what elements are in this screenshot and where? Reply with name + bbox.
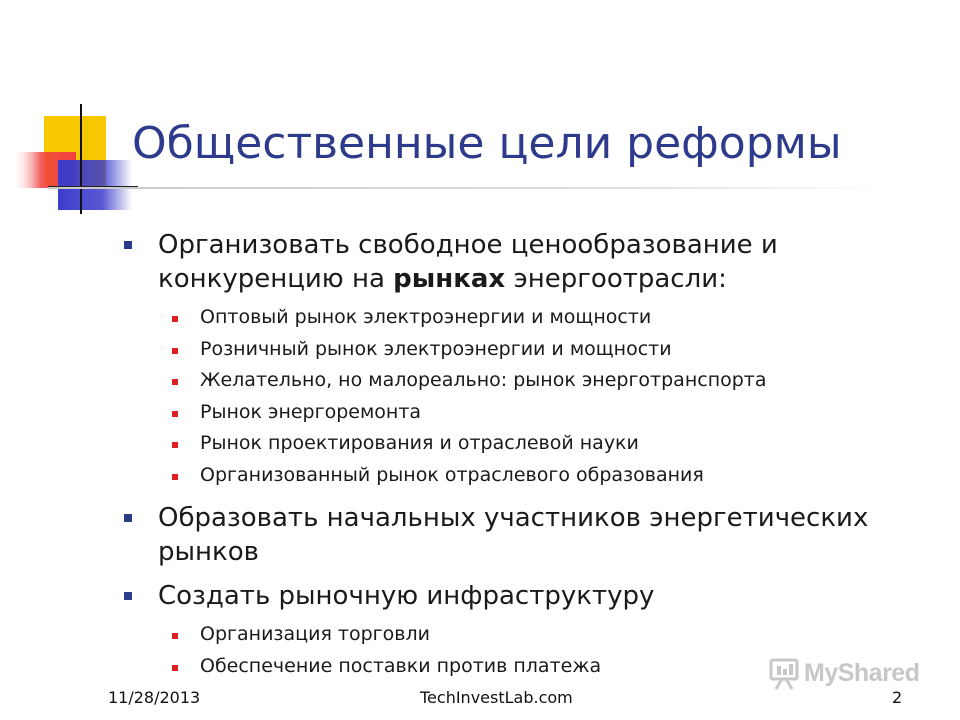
subitem-1-4: Рынок энергоремонта xyxy=(120,397,920,429)
bullet-1-text-bold: рынках xyxy=(393,264,506,294)
subitem-1-3: Желательно, но малореально: рынок энерготранспорта xyxy=(120,365,920,397)
subitem-1-6: Организованный рынок отраслевого образования xyxy=(120,460,920,492)
bullet-item-1 xyxy=(120,228,920,296)
sub-bullet-icon xyxy=(172,379,178,385)
bullet-list xyxy=(120,228,920,682)
sub-bullet-icon xyxy=(172,316,178,322)
subitem-1-1: Оптовый рынок электроэнергии и мощности xyxy=(120,302,920,334)
subitem-3-2: Обеспечение поставки против платежа xyxy=(120,651,920,683)
myshared-watermark xyxy=(768,655,928,695)
subitem-1-2: Розничный рынок электроэнергии и мощности xyxy=(120,334,920,366)
subitem-1-5: Рынок проектирования и отраслевой науки xyxy=(120,428,920,460)
sub-bullet-icon xyxy=(172,474,178,480)
bullet-1-text-start: Организовать свободное ценообразование и конкуренцию на xyxy=(158,230,778,294)
bullet-square-icon xyxy=(124,592,132,600)
footer-site: TechInvestLab.com xyxy=(420,688,573,707)
bullet-item-3: Создать рыночную инфраструктуру xyxy=(120,579,920,613)
presentation-board-icon xyxy=(768,657,800,691)
bullet-item-2: Образовать начальных участников энергетических рынков xyxy=(120,501,920,569)
watermark-text: MyShared xyxy=(804,659,920,687)
bullet-square-icon xyxy=(124,514,132,522)
slide-number: 2 xyxy=(892,688,903,707)
sub-bullet-icon xyxy=(172,442,178,448)
slide-title: Общественные цели реформы xyxy=(132,118,842,169)
title-divider xyxy=(48,187,888,189)
subitem-3-1: Организация торговли xyxy=(120,619,920,651)
bullet-square-icon xyxy=(124,241,132,249)
deco-blue-square xyxy=(58,160,132,210)
footer-date: 11/28/2013 xyxy=(108,688,201,707)
sub-bullet-icon xyxy=(172,348,178,354)
sub-bullet-icon xyxy=(172,633,178,639)
sub-bullet-icon xyxy=(172,665,178,671)
sub-bullet-icon xyxy=(172,411,178,417)
bullet-1-text-end: энергоотрасли: xyxy=(505,264,727,294)
